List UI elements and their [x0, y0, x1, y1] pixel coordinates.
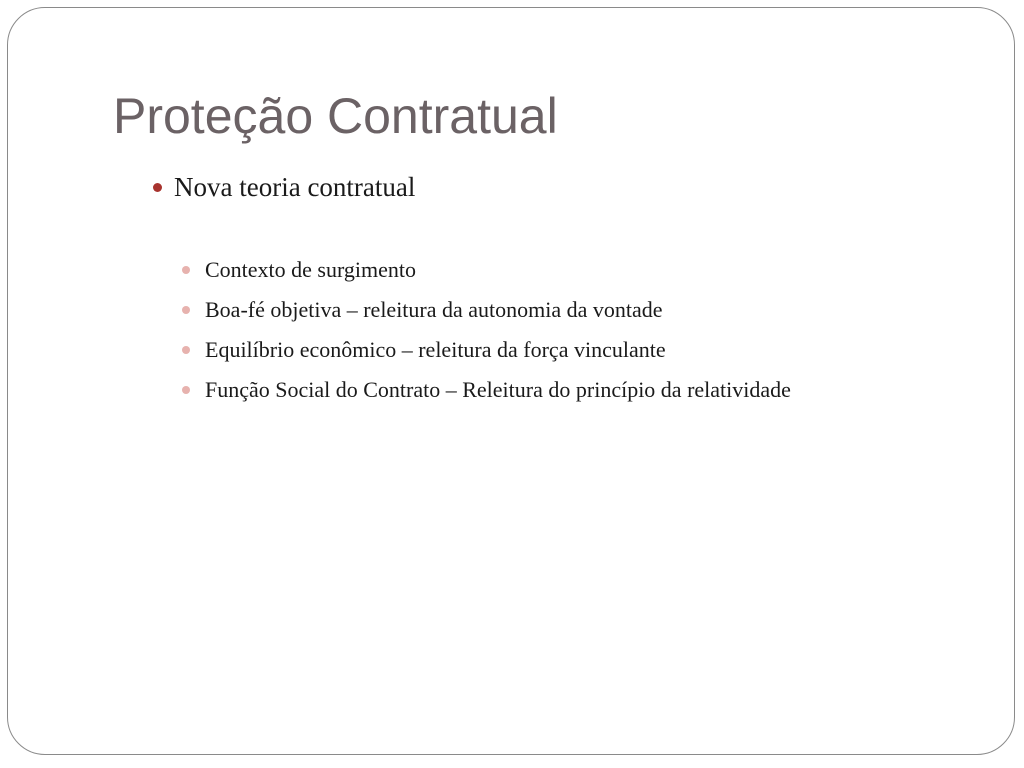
slide-title: Proteção Contratual [113, 88, 558, 144]
sub-bullet-text: Contexto de surgimento [205, 257, 417, 282]
bullet-dot-icon [182, 346, 190, 354]
sub-bullet-item [181, 374, 791, 414]
main-bullet-item [150, 170, 415, 204]
sub-bullet-item [181, 254, 791, 294]
sub-bullet-item [181, 294, 791, 334]
sub-bullet-text: Equilíbrio econômico – releitura da força vinculante [205, 337, 666, 362]
sub-bullet-text: Boa-fé objetiva – releitura da autonomia da vontade [205, 297, 663, 322]
main-bullet-list [150, 170, 415, 204]
bullet-dot-icon [153, 183, 162, 192]
main-bullet-text: Nova teoria contratual [174, 172, 416, 202]
bullet-dot-icon [182, 266, 190, 274]
bullet-dot-icon [182, 386, 190, 394]
bullet-dot-icon [182, 306, 190, 314]
sub-bullet-text: Função Social do Contrato – Releitura do princípio da relatividade [205, 377, 791, 402]
sub-bullet-item [181, 334, 791, 374]
sub-bullet-list [181, 254, 791, 414]
